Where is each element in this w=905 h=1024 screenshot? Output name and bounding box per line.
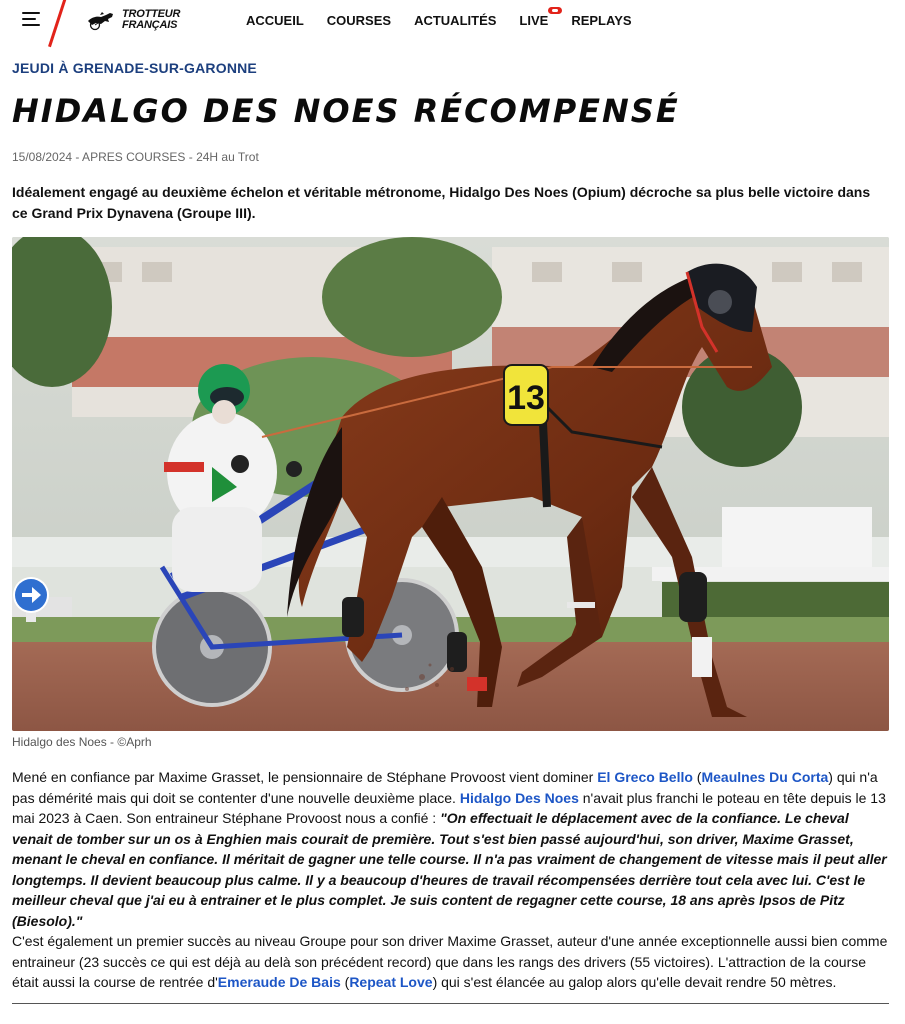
paragraph-2 <box>12 931 892 993</box>
divider <box>12 1003 889 1004</box>
article-body <box>12 767 892 993</box>
article-meta: 15/08/2024 - APRES COURSES - 24H au Trot <box>12 150 259 164</box>
link-hidalgo-des-noes[interactable]: Hidalgo Des Noes <box>459 789 579 806</box>
arrow-right-icon <box>12 576 50 622</box>
paragraph-1 <box>12 767 892 931</box>
trotter-logo-icon <box>86 9 120 31</box>
saddle-number: 13 <box>507 379 545 417</box>
live-indicator-icon <box>548 7 562 14</box>
brand-slash <box>48 0 67 47</box>
text: Mené en confiance par Maxime Grasset, le pensionnaire de Stéphane Provoost vient dominer <box>12 769 598 785</box>
article-kicker: JEUDI À GRENADE-SUR-GARONNE <box>12 60 257 76</box>
nav-live[interactable] <box>519 13 548 28</box>
logo-line-1: TROTTEUR <box>122 8 181 20</box>
logo-line-2: FRANÇAIS <box>122 19 178 31</box>
race-photo-illustration <box>12 237 889 731</box>
text: ) qui n'a pas démérité mais qui doit se contenter d'une nouvelle deuxième place. <box>12 769 878 806</box>
text: ) qui s'est élancée au galop alors qu'elle devait rendre 50 mètres. <box>432 974 837 990</box>
nav-live-label: LIVE <box>519 13 549 28</box>
top-bar <box>0 0 905 44</box>
photo-caption: Hidalgo des Noes - ©Aprh <box>12 735 152 749</box>
text: n'avait plus franchi le poteau en tête depuis le 13 mai 2023 à Caen. Son entraineur Stéphane Provoost nous a confié : <box>12 789 886 826</box>
link-el-greco-bello[interactable]: El Greco Bello <box>597 769 693 785</box>
nav-courses[interactable]: COURSES <box>326 13 392 28</box>
text: ( <box>692 769 702 785</box>
link-emeraude-de-bais[interactable]: Emeraude De Bais <box>217 974 341 990</box>
text: ( <box>340 974 350 990</box>
trainer-quote: "On effectuait le déplacement avec de la confiance. Le cheval venait de tomber sur un os à Enghien mais courait de première. Tout s'est bien passé aujourd'hui, son driver, Maxime Grasset, menant le cheval en confiance. Il méritait de gagner une telle course. Il n'a pas vraiment de changement de vitesse mais il peut aller longtemps. Il devient beaucoup plus calme. Il y a beaucoup d'heures de travail récompensées derrière tout cela avec lui. C'est le meilleur cheval que j'ai eu à entrainer et le plus complet. Je suis content de regagner cette course, 18 ans après Ipsos de Pitz (Biesolo)." <box>12 810 887 929</box>
link-meaulnes-du-corta[interactable]: Meaulnes Du Corta <box>701 769 829 785</box>
link-repeat-love[interactable]: Repeat Love <box>349 974 433 990</box>
main-nav <box>246 13 655 28</box>
menu-icon[interactable] <box>22 12 40 28</box>
nav-replays[interactable]: REPLAYS <box>571 13 632 28</box>
text: C'est également un premier succès au niveau Groupe pour son driver Maxime Grasset, auteur d'une année exceptionnelle aussi bien comme entraineur (23 succès ce qui est déjà au delà son précédent record) que dans les rangs des drivers (55 victoires). L'attraction de la course était aussi la course de rentrée d' <box>12 933 888 990</box>
article-lead: Idéalement engagé au deuxième échelon et véritable métronome, Hidalgo Des Noes (Opium) décroche sa plus belle victoire dans ce Grand Prix Dynavena (Groupe III). <box>12 184 871 221</box>
article-title: HIDALGO DES NOES RÉCOMPENSÉ <box>12 92 680 130</box>
site-logo[interactable] <box>86 6 196 34</box>
nav-actualites[interactable]: ACTUALITÉS <box>414 13 497 28</box>
next-article-button[interactable] <box>12 576 50 622</box>
article-photo <box>12 237 889 731</box>
nav-accueil[interactable]: ACCUEIL <box>246 13 304 28</box>
